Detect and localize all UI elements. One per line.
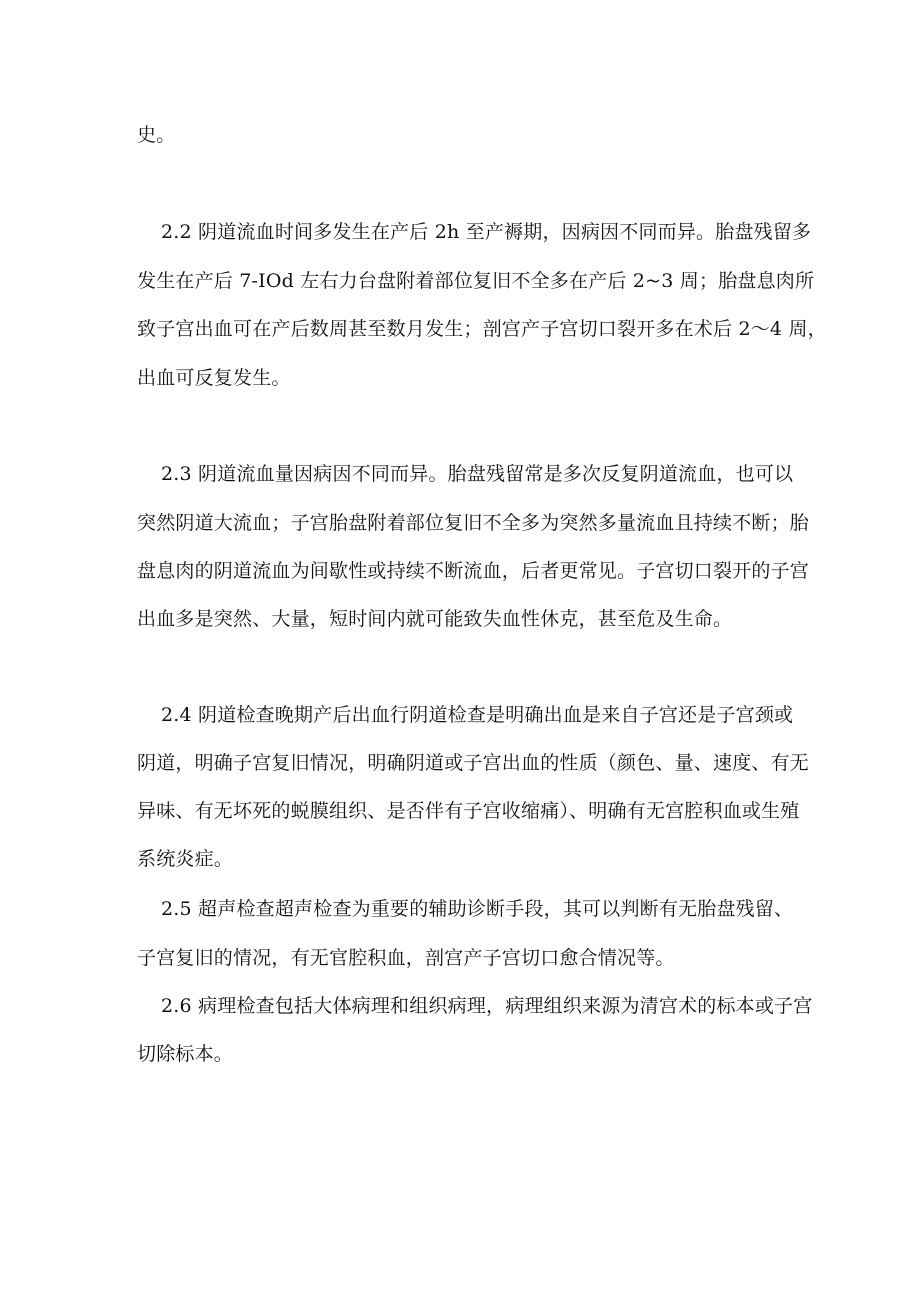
text-line: 2.2 阴道流血时间多发生在产后 2h 至产褥期，因病因不同而异。胎盘残留多 [161, 221, 812, 243]
text-line: 出血可反复发生。 [137, 367, 291, 389]
text-line: 突然阴道大流血；子宫胎盘附着部位复旧不全多为突然多量流血且持续不断；胎 [137, 512, 810, 534]
text-line: 异味、有无坏死的蜕膜组织、是否伴有子宫收缩痛）、明确有无宫腔积血或生殖 [137, 800, 800, 822]
text-line: 2.5 超声检查超声检查为重要的辅助诊断手段，其可以判断有无胎盘残留、 [161, 898, 794, 920]
text-line: 2.4 阴道检查晚期产后出血行阴道检查是明确出血是来自子宫还是子宫颈或 [161, 704, 794, 726]
text-line: 系统炎症。 [137, 848, 234, 870]
text-line: 2.6 病理检查包括大体病理和组织病理，病理组织来源为清宫术的标本或子宫 [161, 995, 813, 1017]
text-line: 子宫复旧的情况，有无官腔积血，剖宫产子宫切口愈合情况等。 [137, 947, 675, 969]
text-line: 盘息肉的阴道流血为间歇性或持续不断流血，后者更常见。子宫切口裂开的子宫 [137, 560, 810, 582]
text-line: 史。 [137, 124, 176, 146]
text-line: 发生在产后 7-IOd 左右力台盘附着部位复旧不全多在产后 2~3 周；胎盘息肉所 [137, 270, 815, 292]
text-line: 致子宫出血可在产后数周甚至数月发生；剖宫产子宫切口裂开多在术后 2～4 周， [137, 318, 827, 340]
text-line: 切除标本。 [137, 1043, 234, 1065]
text-line: 阴道，明确子宫复旧情况，明确阴道或子宫出血的性质（颜色、量、速度、有无 [137, 752, 810, 774]
text-line: 2.3 阴道流血量因病因不同而异。胎盘残留常是多次反复阴道流血，也可以 [161, 463, 794, 485]
text-line: 出血多是突然、大量，短时间内就可能致失血性休克，甚至危及生命。 [137, 608, 733, 630]
